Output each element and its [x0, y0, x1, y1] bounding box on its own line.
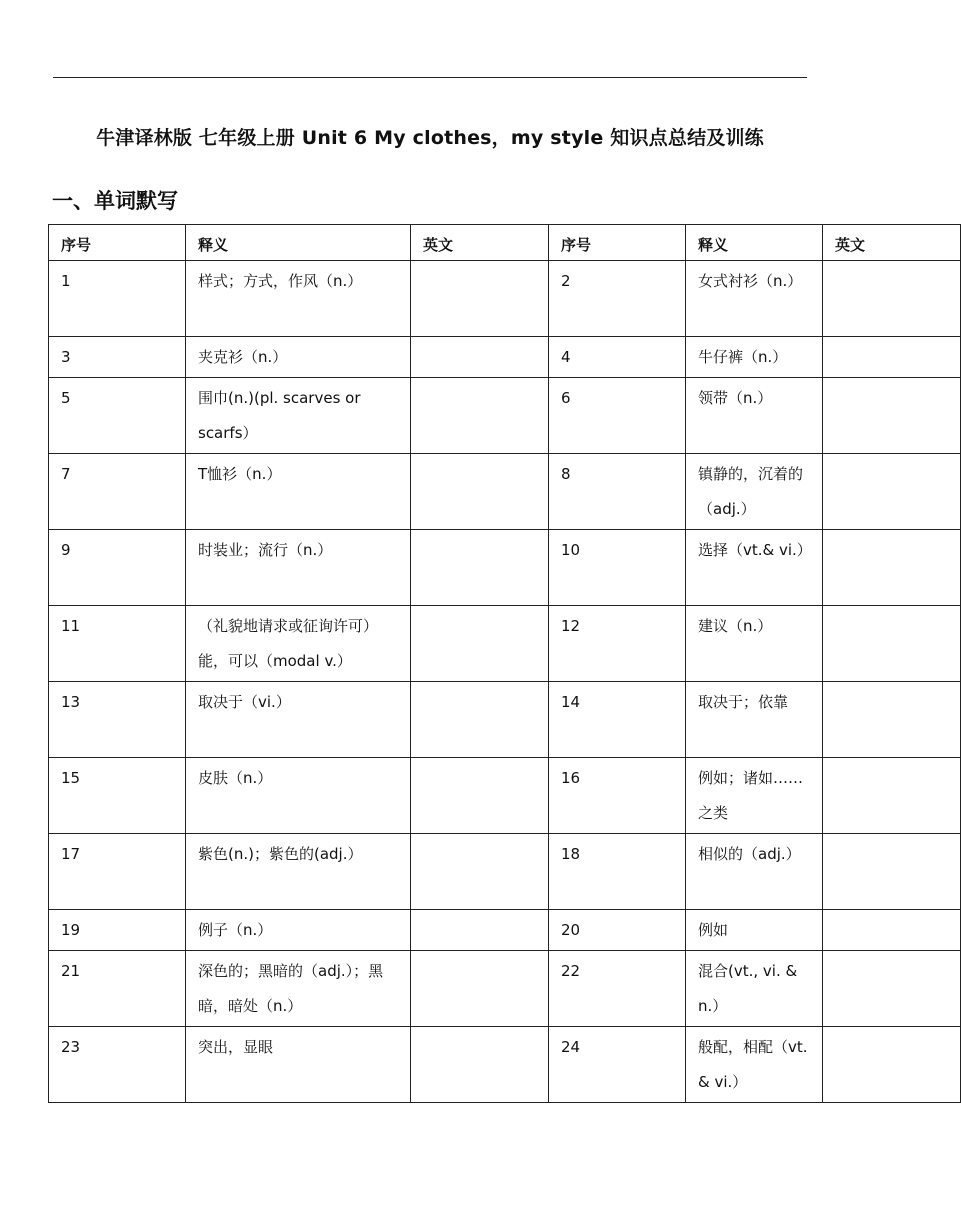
meaning-cell: 建议（n.） — [686, 606, 823, 682]
meaning-cell: 时装业；流行（n.） — [186, 530, 411, 606]
table-row — [49, 530, 961, 606]
english-answer-cell[interactable] — [823, 910, 961, 951]
index-cell: 1 — [49, 261, 186, 337]
english-answer-cell[interactable] — [823, 1027, 961, 1103]
index-cell: 9 — [49, 530, 186, 606]
english-answer-cell[interactable] — [411, 530, 549, 606]
meaning-cell: 领带（n.） — [686, 378, 823, 454]
table-row — [49, 337, 961, 378]
meaning-cell: 突出，显眼 — [186, 1027, 411, 1103]
english-answer-cell[interactable] — [411, 261, 549, 337]
header-rule — [53, 77, 807, 78]
meaning-cell: （礼貌地请求或征询许可）能，可以（modal v.） — [186, 606, 411, 682]
table-row — [49, 606, 961, 682]
english-answer-cell[interactable] — [823, 682, 961, 758]
english-answer-cell[interactable] — [411, 910, 549, 951]
section-heading: 一、单词默写 — [52, 189, 178, 213]
english-answer-cell[interactable] — [411, 606, 549, 682]
index-cell: 14 — [549, 682, 686, 758]
table-row — [49, 910, 961, 951]
meaning-cell: 牛仔裤（n.） — [686, 337, 823, 378]
meaning-cell: 例子（n.） — [186, 910, 411, 951]
table-row — [49, 682, 961, 758]
table-row — [49, 261, 961, 337]
english-answer-cell[interactable] — [411, 682, 549, 758]
header-meaning-2: 释义 — [686, 225, 823, 261]
meaning-cell: 样式；方式，作风（n.） — [186, 261, 411, 337]
english-answer-cell[interactable] — [823, 378, 961, 454]
meaning-cell: 取决于；依靠 — [686, 682, 823, 758]
index-cell: 16 — [549, 758, 686, 834]
index-cell: 6 — [549, 378, 686, 454]
index-cell: 19 — [49, 910, 186, 951]
header-index-2: 序号 — [549, 225, 686, 261]
page-title: 牛津译林版 七年级上册 Unit 6 My clothes，my style 知识点总结及训练 — [96, 127, 764, 149]
english-answer-cell[interactable] — [411, 378, 549, 454]
meaning-cell: T恤衫（n.） — [186, 454, 411, 530]
index-cell: 17 — [49, 834, 186, 910]
index-cell: 11 — [49, 606, 186, 682]
meaning-cell: 围巾(n.)(pl. scarves or scarfs） — [186, 378, 411, 454]
table-row — [49, 1027, 961, 1103]
meaning-cell: 紫色(n.)；紫色的(adj.） — [186, 834, 411, 910]
index-cell: 13 — [49, 682, 186, 758]
english-answer-cell[interactable] — [823, 337, 961, 378]
index-cell: 21 — [49, 951, 186, 1027]
vocab-table — [48, 224, 961, 1103]
english-answer-cell[interactable] — [411, 951, 549, 1027]
index-cell: 10 — [549, 530, 686, 606]
english-answer-cell[interactable] — [823, 834, 961, 910]
english-answer-cell[interactable] — [411, 834, 549, 910]
meaning-cell: 例如 — [686, 910, 823, 951]
header-english-2: 英文 — [823, 225, 961, 261]
index-cell: 5 — [49, 378, 186, 454]
table-row — [49, 454, 961, 530]
index-cell: 4 — [549, 337, 686, 378]
meaning-cell: 夹克衫（n.） — [186, 337, 411, 378]
english-answer-cell[interactable] — [823, 454, 961, 530]
index-cell: 7 — [49, 454, 186, 530]
index-cell: 2 — [549, 261, 686, 337]
english-answer-cell[interactable] — [411, 454, 549, 530]
table-row — [49, 834, 961, 910]
meaning-cell: 相似的（adj.） — [686, 834, 823, 910]
meaning-cell: 例如；诸如……之类 — [686, 758, 823, 834]
english-answer-cell[interactable] — [823, 606, 961, 682]
english-answer-cell[interactable] — [411, 337, 549, 378]
table-header-row — [49, 225, 961, 261]
index-cell: 24 — [549, 1027, 686, 1103]
meaning-cell: 取决于（vi.） — [186, 682, 411, 758]
header-meaning-1: 释义 — [186, 225, 411, 261]
english-answer-cell[interactable] — [411, 758, 549, 834]
index-cell: 20 — [549, 910, 686, 951]
meaning-cell: 皮肤（n.） — [186, 758, 411, 834]
index-cell: 12 — [549, 606, 686, 682]
table-row — [49, 951, 961, 1027]
index-cell: 23 — [49, 1027, 186, 1103]
english-answer-cell[interactable] — [411, 1027, 549, 1103]
table-row — [49, 378, 961, 454]
meaning-cell: 选择（vt.& vi.） — [686, 530, 823, 606]
meaning-cell: 女式衬衫（n.） — [686, 261, 823, 337]
english-answer-cell[interactable] — [823, 758, 961, 834]
index-cell: 22 — [549, 951, 686, 1027]
meaning-cell: 混合(vt., vi. & n.） — [686, 951, 823, 1027]
header-index-1: 序号 — [49, 225, 186, 261]
meaning-cell: 般配，相配（vt. & vi.） — [686, 1027, 823, 1103]
index-cell: 18 — [549, 834, 686, 910]
english-answer-cell[interactable] — [823, 261, 961, 337]
header-english-1: 英文 — [411, 225, 549, 261]
index-cell: 3 — [49, 337, 186, 378]
english-answer-cell[interactable] — [823, 951, 961, 1027]
meaning-cell: 镇静的，沉着的（adj.） — [686, 454, 823, 530]
table-row — [49, 758, 961, 834]
index-cell: 15 — [49, 758, 186, 834]
english-answer-cell[interactable] — [823, 530, 961, 606]
meaning-cell: 深色的；黑暗的（adj.）；黑暗，暗处（n.） — [186, 951, 411, 1027]
index-cell: 8 — [549, 454, 686, 530]
